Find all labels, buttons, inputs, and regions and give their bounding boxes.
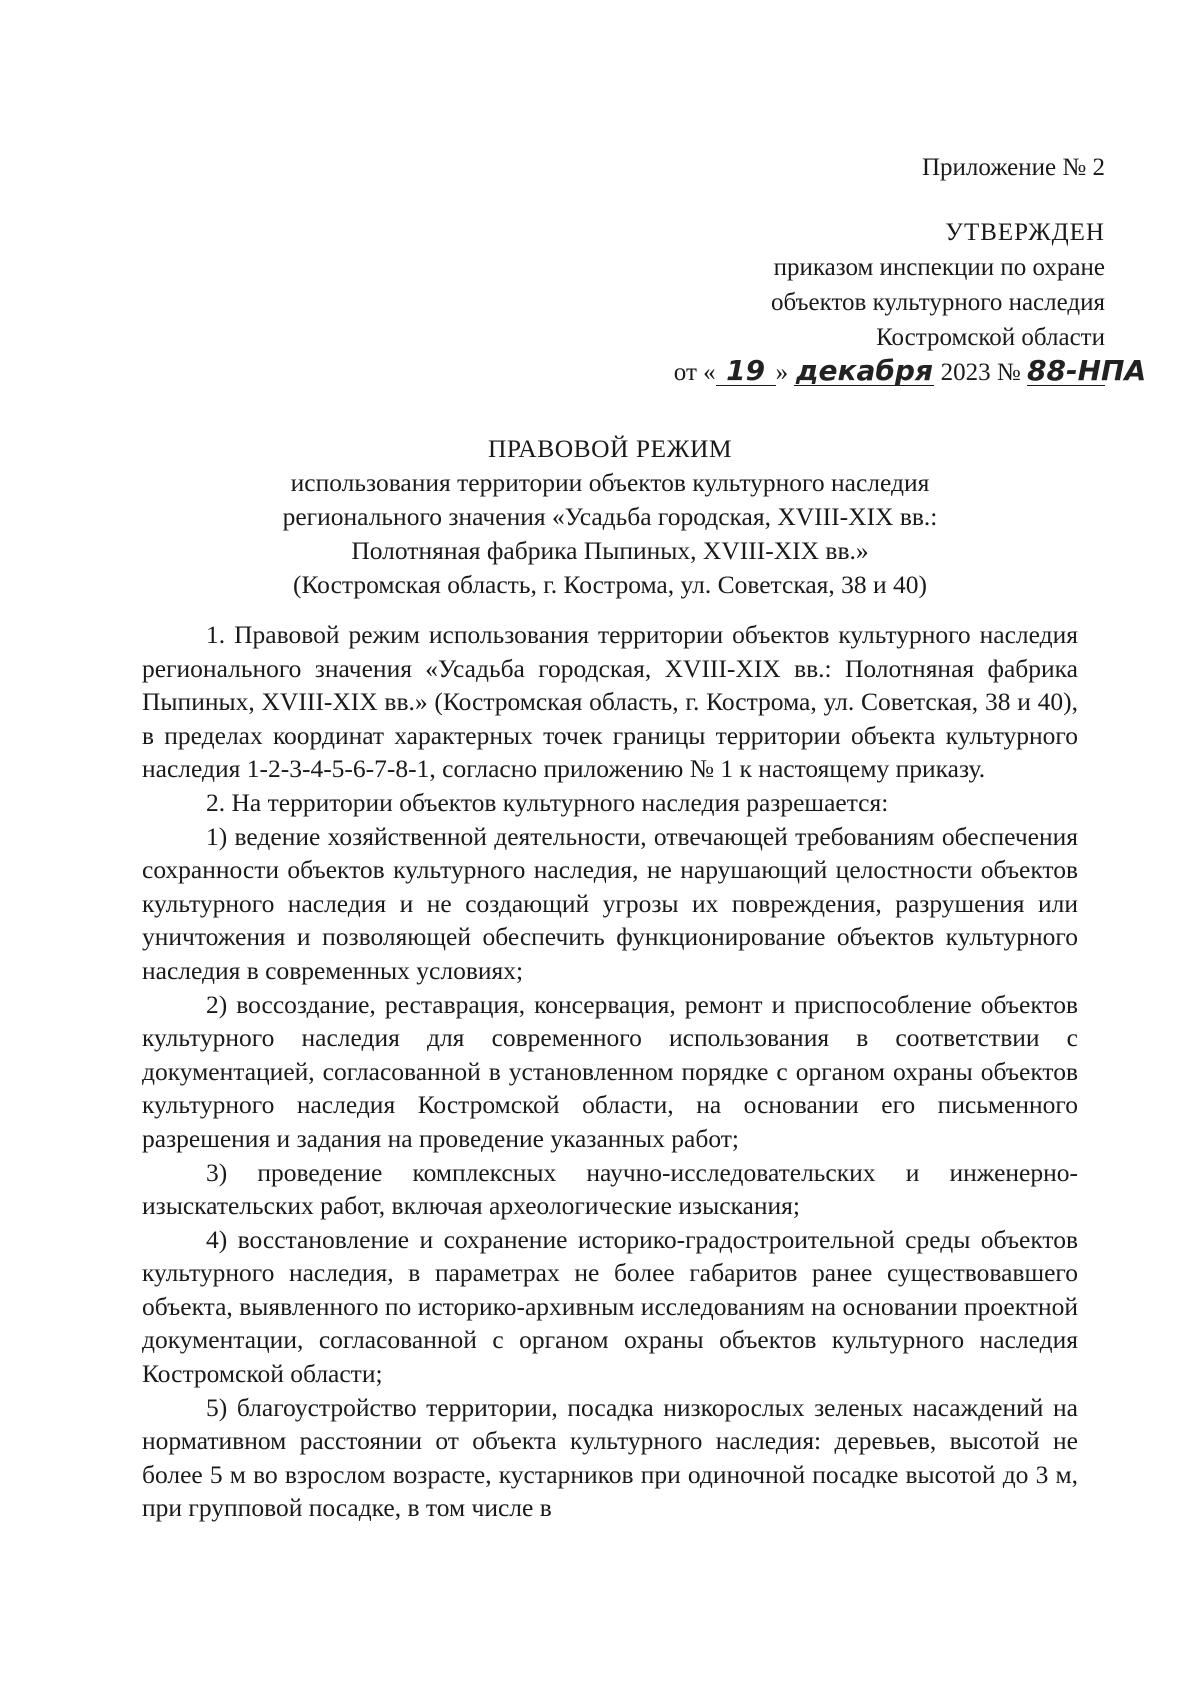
list-item-3: 3) проведение комплексных научно-исследовательских и инженерно-изыскательских работ, включая археологические изыскания; <box>142 1157 1078 1221</box>
year-and-number-label: 2023 № <box>940 359 1021 386</box>
heading-line-3: Полотняная фабрика Пыпиных, XVIII-XIX вв.» <box>351 536 869 565</box>
approved-stamp-text: УТВЕРЖДЕН <box>945 219 1105 246</box>
document-heading <box>140 432 1080 602</box>
approval-line-3: Костромской области <box>876 324 1105 351</box>
list-item-4: 4) восстановление и сохранение историко-градостроительной среды объектов культурного наследия, в параметрах не более габаритов ранее существовавшего объекта, выявленного по историко-архивным исследованиям на основании проектной документации, согласованной с органом охраны объектов культурного наследия Костромской области; <box>142 1224 1078 1389</box>
list-item-2: 2) воссоздание, реставрация, консервация, ремонт и приспособление объектов культурного наследия для современного использования в соответствии с документацией, согласованной в установленном порядке с органом охраны объектов культурного наследия Костромской области, на основании его письменного разрешения и задания на проведение указанных работ; <box>142 989 1078 1153</box>
heading-line-1: использования территории объектов культурного наследия <box>290 468 930 497</box>
date-prefix: от « <box>673 359 716 386</box>
paragraph-1: 1. Правовой режим использования территории объектов культурного наследия регионального значения «Усадьба городская, XVIII-XIX вв.: Полотняная фабрика Пыпиных, XVIII-XIX вв.» (Костромская область, г. Кострома, ул. Советская, 38 и 40), в пределах координат характерных точек границы территории объекта культурного наследия 1-2-3-4-5-6-7-8-1, согласно приложению № 1 к настоящему приказу. <box>142 620 1078 784</box>
list-item-5: 5) благоустройство территории, посадка низкорослых зеленых насаждений на нормативном расстоянии от объекта культурного наследия: деревьев, высотой не более 5 м во взрослом возрасте, кустарников при одиночной посадке высотой до 3 м, при групповой посадке, в том числе в <box>142 1392 1078 1523</box>
heading-line-4: (Костромская область, г. Кострома, ул. Советская, 38 и 40) <box>292 570 928 599</box>
handwritten-month: декабря <box>795 354 933 387</box>
approval-line-1: приказом инспекции по охране <box>773 254 1105 281</box>
quote-close: » <box>775 359 789 386</box>
order-date-line <box>673 354 1147 390</box>
list-item-1: 1) ведение хозяйственной деятельности, отвечающей требованиям обеспечения сохранности объектов культурного наследия, не нарушающий целостности объектов культурного наследия и не создающий угрозы их повреждения, разрушения или уничтожения и позволяющей обеспечить функционирование объектов культурного наследия в современных условиях; <box>142 821 1078 985</box>
handwritten-day: 19 <box>716 357 776 386</box>
approval-block <box>673 150 1147 390</box>
handwritten-order-number: 88-НПА <box>1027 354 1147 387</box>
document-body <box>142 618 1078 1525</box>
paragraph-2: 2. На территории объектов культурного наследия разрешается: <box>206 787 889 817</box>
heading-title: ПРАВОВОЙ РЕЖИМ <box>487 434 733 463</box>
approval-line-2: объектов культурного наследия <box>771 289 1105 316</box>
annex-label: Приложение № 2 <box>921 154 1105 181</box>
heading-line-2: регионального значения «Усадьба городская, XVIII-XIX вв.: <box>282 502 938 531</box>
